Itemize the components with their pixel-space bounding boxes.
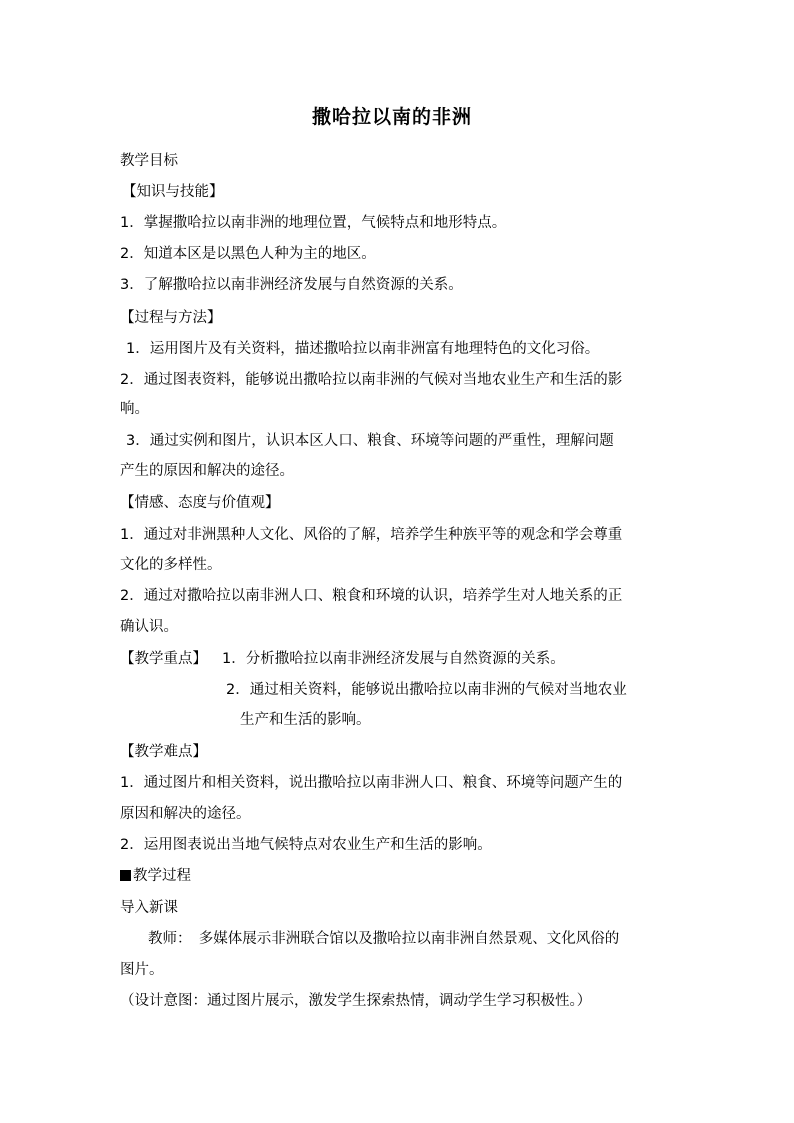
list-item: 1．运用图片及有关资料，描述撒哈拉以南非洲富有地理特色的文化习俗。 <box>126 341 600 357</box>
list-item: 2．通过相关资料，能够说出撒哈拉以南非洲的气候对当地农业 <box>226 682 627 698</box>
list-item: 2．通过图表资料，能够说出撒哈拉以南非洲的气候对当地农业生产和生活的影 <box>120 372 623 388</box>
subsection-heading: 【知识与技能】 <box>122 184 224 200</box>
list-item: 3．通过实例和图片，认识本区人口、粮食、环境等问题的严重性，理解问题 <box>126 433 614 449</box>
list-item: 1．分析撒哈拉以南非洲经济发展与自然资源的关系。 <box>222 651 565 667</box>
page-title: 撒哈拉以南的非洲 <box>312 106 473 128</box>
section-heading <box>120 866 191 886</box>
section-heading: 教学目标 <box>120 153 178 169</box>
paragraph-line: 教师： 多媒体展示非洲联合馆以及撒哈拉以南非洲自然景观、文化风俗的 <box>148 931 620 947</box>
paragraph-line: 图片。 <box>120 962 164 978</box>
list-item: 1．掌握撒哈拉以南非洲的地理位置，气候特点和地形特点。 <box>120 215 507 231</box>
subsection-heading: 【情感、态度与价值观】 <box>120 495 280 511</box>
subsection-heading: 【过程与方法】 <box>120 310 222 326</box>
list-item-continuation: 生产和生活的影响。 <box>240 712 371 728</box>
list-item-continuation: 文化的多样性。 <box>120 557 222 573</box>
list-item: 2．知道本区是以黑色人种为主的地区。 <box>120 246 376 262</box>
section-heading-text: 教学过程 <box>133 868 191 884</box>
list-item-continuation: 原因和解决的途径。 <box>120 806 251 822</box>
subsection-heading: 导入新课 <box>120 900 178 916</box>
list-item-continuation: 确认识。 <box>120 619 178 635</box>
list-item: 2．运用图表说出当地气候特点对农业生产和生活的影响。 <box>120 837 492 853</box>
design-note: （设计意图：通过图片展示，激发学生探索热情，调动学生学习积极性。） <box>120 993 592 1009</box>
list-item: 1．通过图片和相关资料，说出撒哈拉以南非洲人口、粮食、环境等问题产生的 <box>120 775 623 791</box>
list-item: 2．通过对撒哈拉以南非洲人口、粮食和环境的认识，培养学生对人地关系的正 <box>120 588 623 604</box>
subsection-heading: 【教学重点】 <box>120 651 207 667</box>
list-item: 1．通过对非洲黑种人文化、风俗的了解，培养学生种族平等的观念和学会尊重 <box>120 527 623 543</box>
list-item-continuation: 产生的原因和解决的途径。 <box>120 463 294 479</box>
list-item-continuation: 响。 <box>120 401 149 417</box>
list-item: 3．了解撒哈拉以南非洲经济发展与自然资源的关系。 <box>120 277 463 293</box>
subsection-heading: 【教学难点】 <box>120 744 207 760</box>
square-bullet-icon <box>120 870 131 881</box>
